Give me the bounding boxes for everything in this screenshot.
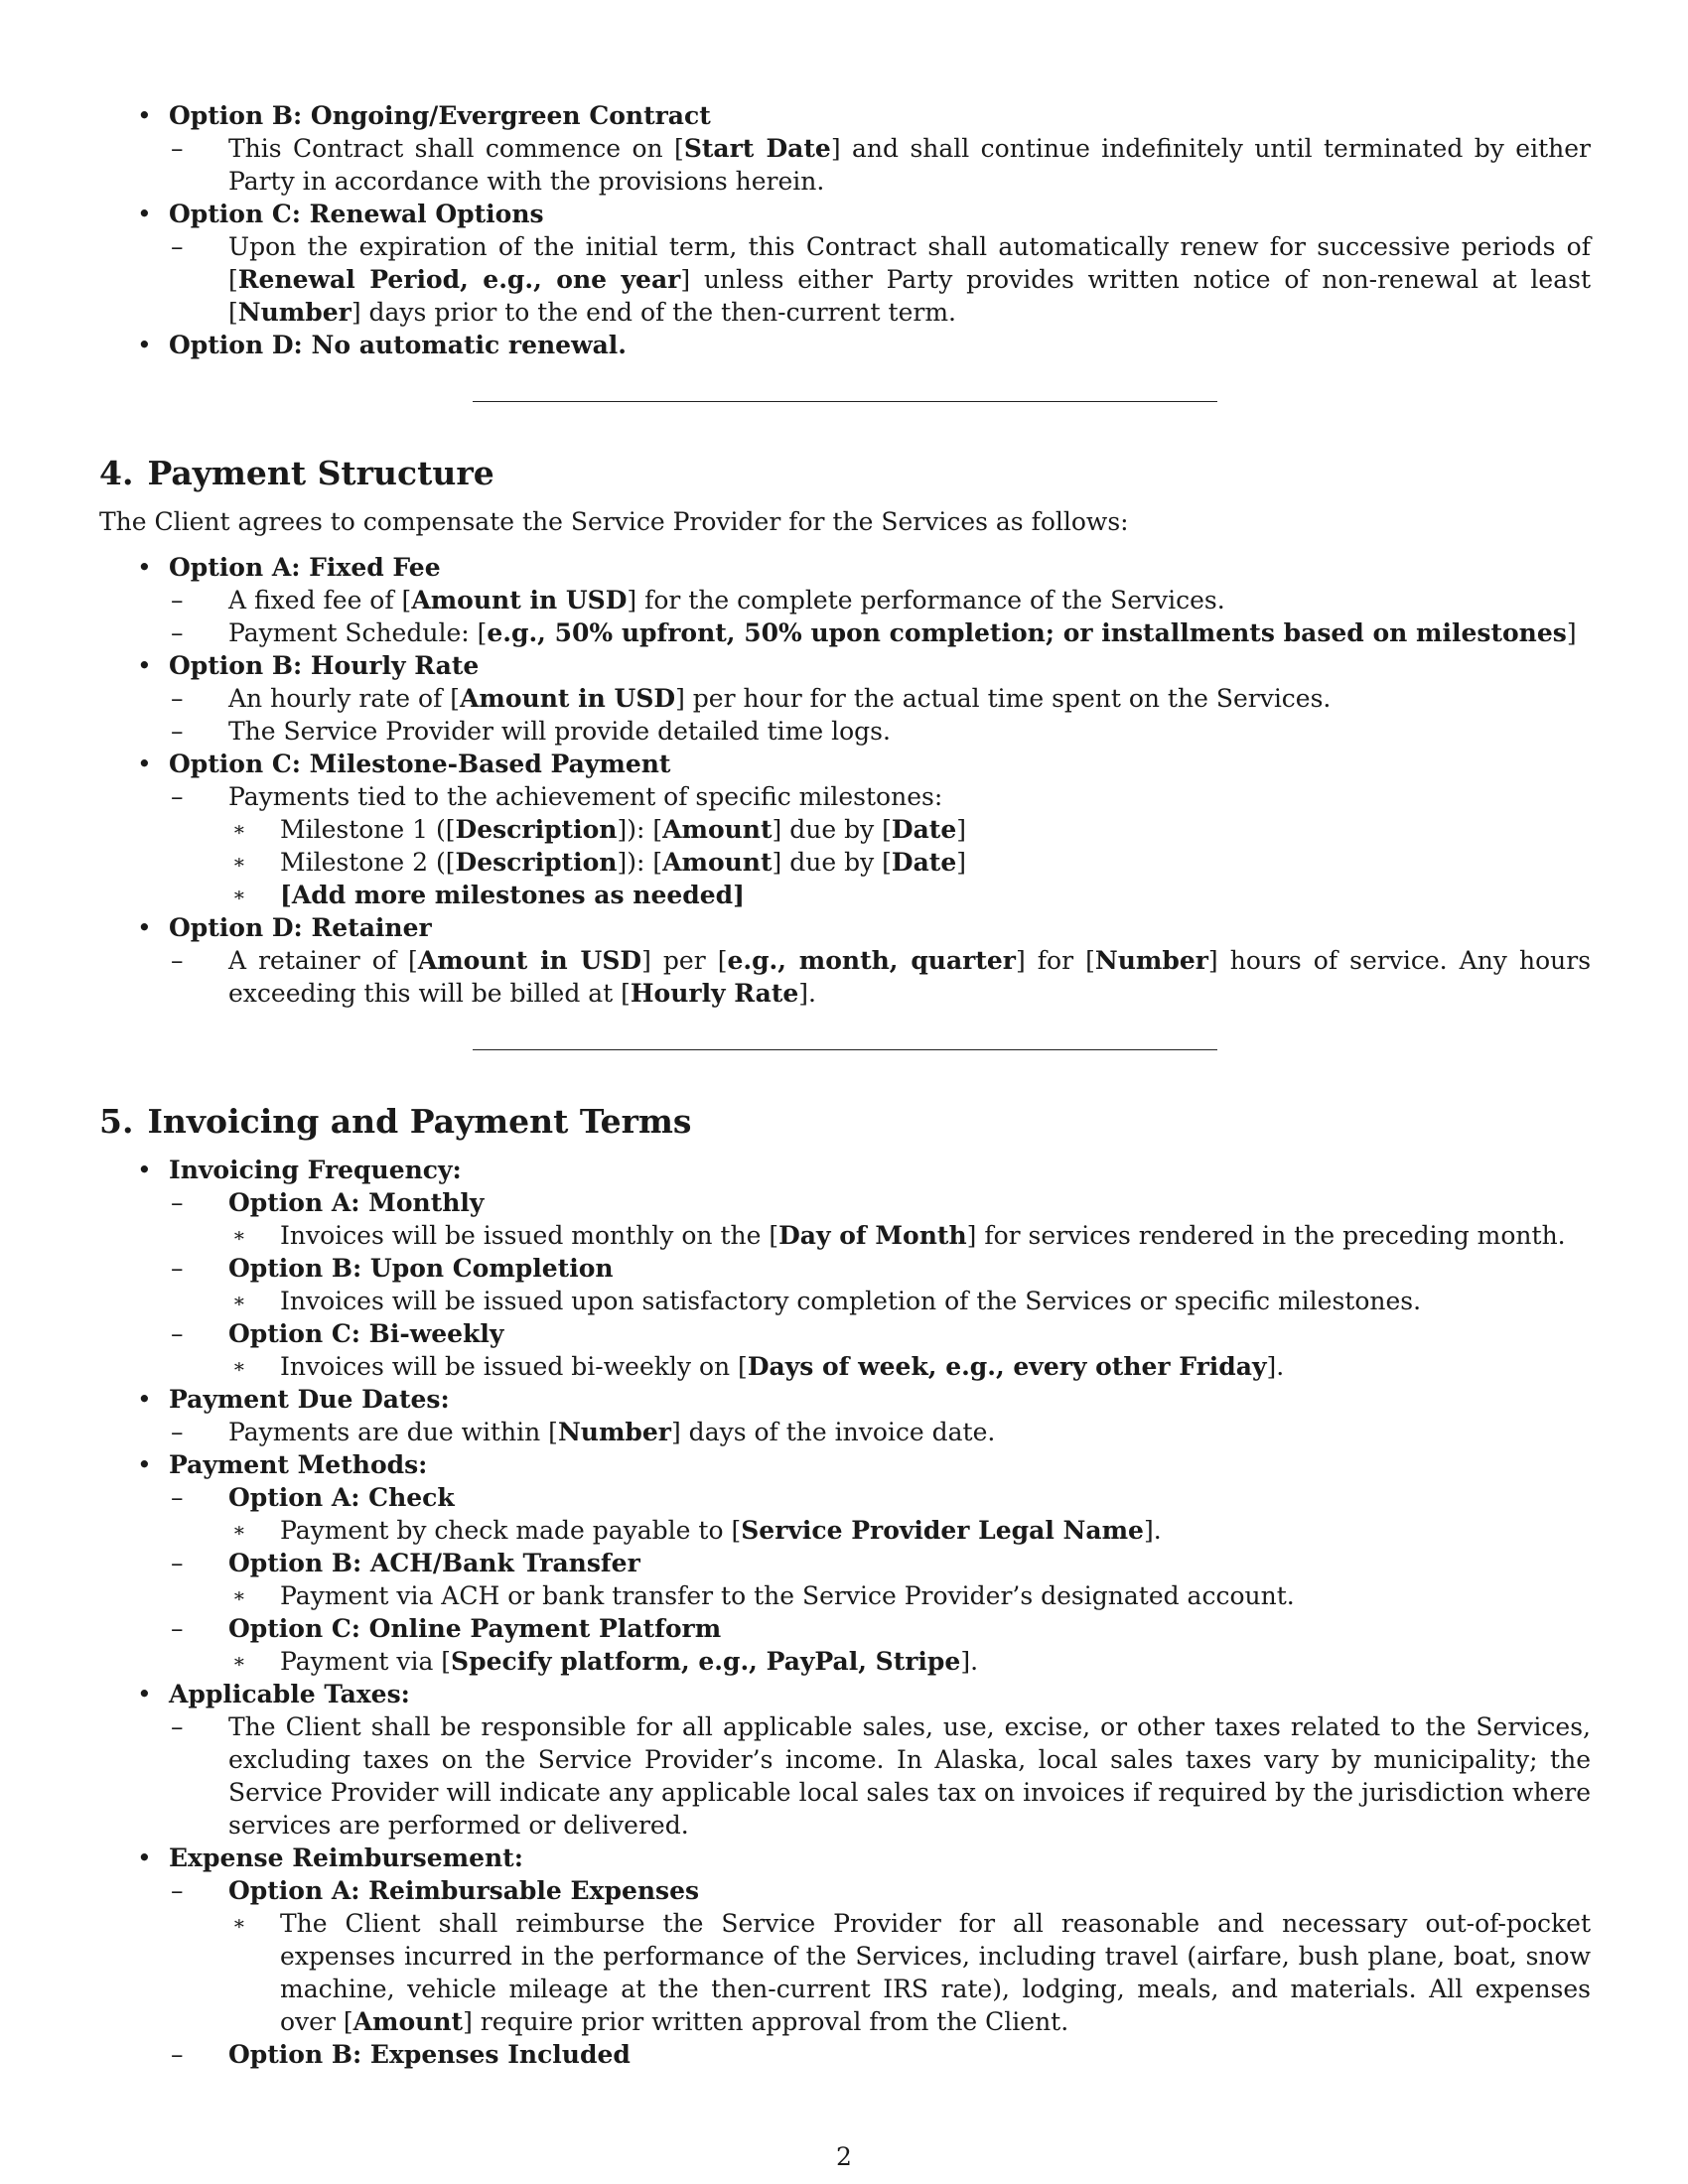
placeholder-field: Date: [891, 848, 957, 877]
list-item: – The Client shall be responsible for all applicable sales, use, excise, or other taxes related to the Services, excluding taxes on the Service Provider’s income. In Alaska, local sales taxes vary by municipality; the Service Provider will indicate any applicable local sales tax on invoices if required by the jurisdiction where services are performed or delivered.: [171, 1712, 1591, 1840]
dash-marker: –: [171, 618, 184, 647]
placeholder-field: Start Date: [683, 134, 831, 163]
section-divider: [473, 401, 1217, 402]
list-item: – A retainer of [Amount in USD] per [e.g., month, quarter] for [Number] hours of service. Any hours exceeding this will be billed at [Hourly Rate].: [171, 946, 1592, 1008]
placeholder-field: Hourly Rate: [630, 979, 799, 1008]
payment-option-c: [99, 748, 1591, 911]
dash-marker: –: [171, 134, 184, 163]
option-label: Option B: Expenses Included: [228, 2040, 631, 2069]
bullet-marker: •: [137, 1680, 152, 1708]
term-option-b-detail: – This Contract shall commence on [Start Date] and shall continue indefinitely until terminated by either Party in accordance with the provisions herein.: [171, 134, 1591, 196]
payment-methods: [99, 1448, 1591, 1678]
dash-marker: –: [171, 1549, 184, 1577]
dash-marker: –: [171, 1319, 184, 1348]
list-item: ∗ The Client shall reimburse the Service Provider for all reasonable and necessary out-of-pocket expenses incurred in the performance of the Services, including travel (airfare, bush plane, boat, snow machine, vehicle mileage at the then-current IRS rate), lodging, meals, and materials. All expenses over [Amount] require prior written approval from the Client.: [232, 1909, 1591, 2036]
applicable-taxes: [99, 1678, 1591, 1842]
list-item: – Payments tied to the achievement of specific milestones: ∗ Milestone 1 ([Description]): [Amount] due by [Date] ∗ Milestone 2 ([Description]): [Amount] due by [Date] ∗ [Add more milestones as needed]: [169, 780, 1591, 911]
invoicing-frequency: [99, 1154, 1591, 1383]
list-item: ∗ Invoices will be issued bi-weekly on [Days of week, e.g., every other Friday].: [232, 1352, 1285, 1381]
placeholder-field: Date: [891, 815, 957, 844]
term-option-c: [99, 198, 1591, 329]
option-label: Option A: Fixed Fee: [169, 553, 441, 582]
bullet-marker: •: [137, 1450, 152, 1479]
option-label: Option D: No automatic renewal.: [169, 331, 627, 359]
bullet-marker: •: [137, 750, 152, 778]
milestone-item: ∗ Milestone 2 ([Description]): [Amount] due by [Date]: [232, 848, 967, 877]
list-item: [169, 1186, 1591, 1252]
dash-marker: –: [171, 232, 184, 261]
star-marker: ∗: [232, 817, 246, 841]
dash-marker: –: [171, 2040, 184, 2069]
payment-options-list: [99, 551, 1591, 1010]
term-label: Payment Due Dates:: [169, 1385, 450, 1414]
term-option-b: [99, 99, 1591, 198]
invoicing-terms-list: [99, 1154, 1591, 2071]
page-number: 2: [836, 2142, 852, 2171]
list-item: [169, 1317, 1591, 1383]
bullet-marker: •: [137, 553, 152, 582]
option-label: Option B: Hourly Rate: [169, 651, 480, 680]
placeholder-field: Amount in USD: [460, 684, 676, 713]
placeholder-field: [Add more milestones as needed]: [280, 881, 745, 909]
dash-marker: –: [171, 1483, 184, 1512]
dash-marker: –: [171, 1876, 184, 1905]
list-item: [169, 1252, 1591, 1317]
placeholder-field: Amount: [662, 815, 773, 844]
dash-marker: –: [171, 1188, 184, 1217]
dash-marker: –: [171, 782, 184, 811]
placeholder-field: Service Provider Legal Name: [741, 1516, 1144, 1545]
term-options-list: [99, 99, 1591, 361]
option-label: Option B: Ongoing/Evergreen Contract: [169, 101, 711, 130]
section-heading-payment-structure: 4. Payment Structure: [99, 454, 494, 492]
bullet-marker: •: [137, 651, 152, 680]
option-label: Option A: Reimbursable Expenses: [228, 1876, 700, 1905]
placeholder-field: Amount in USD: [417, 946, 642, 975]
dash-marker: –: [171, 1254, 184, 1283]
placeholder-field: Days of week, e.g., every other Friday: [747, 1352, 1267, 1381]
option-label: Option C: Online Payment Platform: [228, 1614, 722, 1643]
list-item: ∗ Payment by check made payable to [Service Provider Legal Name].: [232, 1516, 1162, 1545]
list-item: [169, 2038, 1591, 2071]
star-marker: ∗: [232, 1911, 246, 1935]
dash-marker: –: [171, 946, 184, 975]
option-label: Option A: Monthly: [228, 1188, 485, 1217]
bullet-marker: •: [137, 331, 152, 359]
list-item: ∗ Payment via ACH or bank transfer to the Service Provider’s designated account.: [232, 1581, 1295, 1610]
payment-option-a: [99, 551, 1591, 649]
placeholder-field: Number: [1094, 946, 1208, 975]
milestone-item: ∗ Milestone 1 ([Description]): [Amount] due by [Date]: [232, 815, 967, 844]
list-item: [169, 1612, 1591, 1678]
bullet-marker: •: [137, 1156, 152, 1184]
expense-reimbursement: [99, 1842, 1591, 2071]
term-label: Payment Methods:: [169, 1450, 428, 1479]
dash-marker: –: [171, 1614, 184, 1643]
placeholder-field: Amount: [352, 2007, 464, 2036]
option-label: Option C: Milestone-Based Payment: [169, 750, 671, 778]
term-option-d: [99, 329, 1591, 361]
option-label: Option C: Bi-weekly: [228, 1319, 504, 1348]
term-option-c-detail: – Upon the expiration of the initial term, this Contract shall automatically renew for successive periods of [Renewal Period, e.g., one year] unless either Party provides written notice of non-renewal at least [Number] days prior to the end of the then-current term.: [171, 232, 1591, 327]
star-marker: ∗: [232, 850, 246, 874]
list-item: ∗ Invoices will be issued monthly on the [Day of Month] for services rendered in the preceding month.: [232, 1221, 1566, 1250]
term-label: Applicable Taxes:: [169, 1680, 410, 1708]
section-divider: [473, 1049, 1217, 1050]
dash-marker: –: [171, 717, 184, 746]
star-marker: ∗: [232, 1289, 246, 1312]
star-marker: ∗: [232, 883, 246, 906]
term-label: Expense Reimbursement:: [169, 1843, 523, 1872]
list-item: – A fixed fee of [Amount in USD] for the complete performance of the Services.: [171, 586, 1225, 614]
star-marker: ∗: [232, 1649, 246, 1673]
section-heading-invoicing: 5. Invoicing and Payment Terms: [99, 1102, 692, 1141]
placeholder-field: e.g., 50% upfront, 50% upon completion; or installments based on milestones: [487, 618, 1567, 647]
dash-marker: –: [171, 1712, 184, 1741]
placeholder-field: e.g., month, quarter: [727, 946, 1016, 975]
option-label: Option B: Upon Completion: [228, 1254, 614, 1283]
payment-option-b: [99, 649, 1591, 748]
placeholder-field: Day of Month: [778, 1221, 967, 1250]
list-item: – Payment Schedule: [e.g., 50% upfront, 50% upon completion; or installments based on milestones]: [171, 618, 1577, 647]
list-item: ∗ Invoices will be issued upon satisfactory completion of the Services or specific milestones.: [232, 1287, 1422, 1315]
option-label: Option A: Check: [228, 1483, 455, 1512]
option-label: Option B: ACH/Bank Transfer: [228, 1549, 640, 1577]
list-item: – Payments are due within [Number] days of the invoice date.: [171, 1418, 996, 1446]
bullet-marker: •: [137, 1385, 152, 1414]
list-item: ∗ Payment via [Specify platform, e.g., PayPal, Stripe].: [232, 1647, 979, 1676]
list-item: – An hourly rate of [Amount in USD] per hour for the actual time spent on the Services.: [171, 684, 1332, 713]
dash-marker: –: [171, 586, 184, 614]
star-marker: ∗: [232, 1583, 246, 1607]
placeholder-field: Description: [455, 815, 618, 844]
star-marker: ∗: [232, 1223, 246, 1247]
term-label: Invoicing Frequency:: [169, 1156, 462, 1184]
list-item: – The Service Provider will provide detailed time logs.: [171, 717, 891, 746]
option-label: Option D: Retainer: [169, 913, 432, 942]
list-item: [169, 1547, 1591, 1612]
payment-due-dates: [99, 1383, 1591, 1448]
option-label: Option C: Renewal Options: [169, 200, 544, 228]
dash-marker: –: [171, 1418, 184, 1446]
placeholder-field: Amount: [662, 848, 773, 877]
bullet-marker: •: [137, 1843, 152, 1872]
milestone-item: [228, 879, 1591, 911]
dash-marker: –: [171, 684, 184, 713]
payment-option-d: [99, 911, 1591, 1010]
placeholder-field: Description: [455, 848, 618, 877]
placeholder-field: Renewal Period, e.g., one year: [237, 265, 681, 294]
placeholder-field: Number: [557, 1418, 671, 1446]
placeholder-field: Number: [237, 298, 352, 327]
bullet-marker: •: [137, 913, 152, 942]
list-item: [169, 1874, 1591, 2038]
placeholder-field: Amount in USD: [411, 586, 628, 614]
bullet-marker: •: [137, 200, 152, 228]
star-marker: ∗: [232, 1354, 246, 1378]
document-page: [99, 99, 1591, 2071]
placeholder-field: Specify platform, e.g., PayPal, Stripe: [451, 1647, 961, 1676]
section-intro: The Client agrees to compensate the Service Provider for the Services as follows:: [99, 507, 1129, 536]
star-marker: ∗: [232, 1518, 246, 1542]
list-item: [169, 1481, 1591, 1547]
bullet-marker: •: [137, 101, 152, 130]
